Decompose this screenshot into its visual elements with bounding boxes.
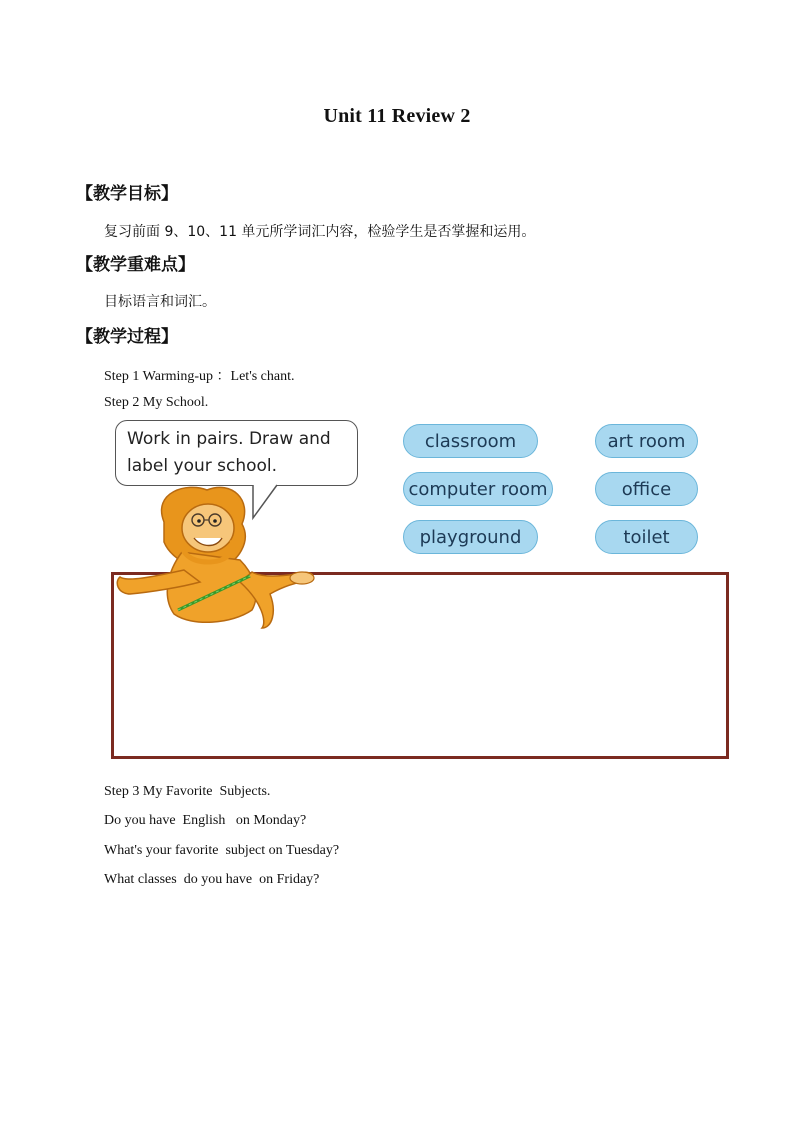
question-1: Do you have English on Monday? xyxy=(104,813,307,828)
word-pill-computer-room: computer room xyxy=(403,472,553,506)
key-points-text: 目标语言和词汇。 xyxy=(104,294,216,310)
bubble-line-1: Work in pairs. Draw and xyxy=(127,429,331,449)
word-pill-art-room: art room xyxy=(595,424,698,458)
step-3: Step 3 My Favorite Subjects. xyxy=(104,784,271,799)
page-title: Unit 11 Review 2 xyxy=(323,105,471,127)
step-1: Step 1 Warming-up ：Let's chant. xyxy=(104,369,295,384)
word-pill-toilet: toilet xyxy=(595,520,698,554)
question-3: What classes do you have on Friday? xyxy=(104,872,320,887)
objectives-heading: 【教学目标】 xyxy=(76,184,178,204)
process-heading: 【教学过程】 xyxy=(76,327,178,347)
bubble-line-2: label your school. xyxy=(127,456,278,476)
key-points-heading: 【教学重难点】 xyxy=(76,255,195,275)
monkey-illustration xyxy=(112,482,322,630)
word-pill-playground: playground xyxy=(403,520,538,554)
step-2: Step 2 My School. xyxy=(104,395,209,410)
word-pill-office: office xyxy=(595,472,698,506)
word-pill-classroom: classroom xyxy=(403,424,538,458)
speech-bubble xyxy=(115,420,358,486)
bubble-tail xyxy=(245,484,287,524)
question-2: What's your favorite subject on Tuesday? xyxy=(104,843,340,858)
objectives-text: 复习前面 9、10、11 单元所学词汇内容，检验学生是否掌握和运用。 xyxy=(104,224,536,240)
